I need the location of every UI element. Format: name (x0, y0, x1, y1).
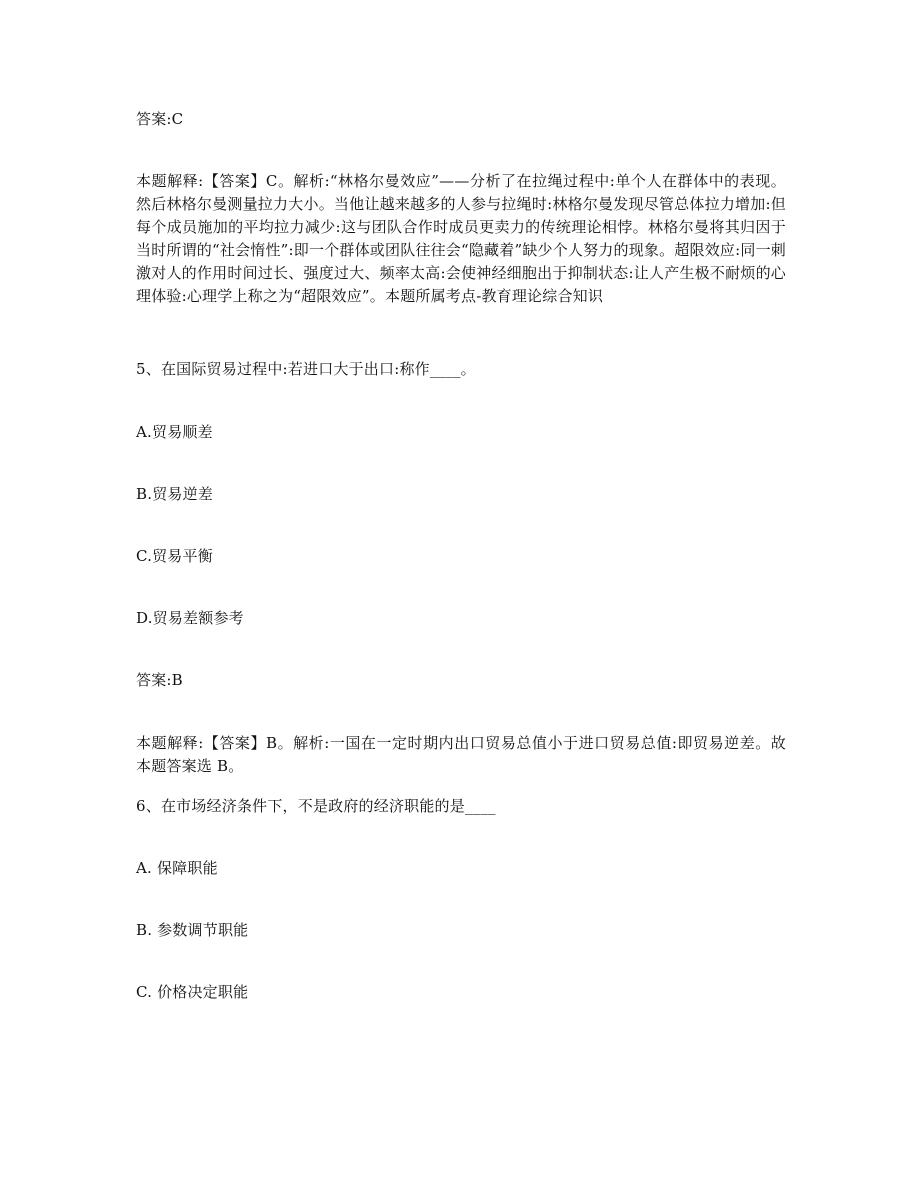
q6-option-b: B. 参数调节职能 (136, 921, 249, 939)
q5-option-c: C.贸易平衡 (136, 547, 213, 565)
q5-option-d: D.贸易差额参考 (136, 609, 244, 627)
q5-explanation: 本题解释:【答案】B。解析:一国在一定时期内出口贸易总值小于进口贸易总值:即贸易逆差。故本题答案选 B。 (136, 734, 786, 775)
q5-option-b: B.贸易逆差 (136, 485, 213, 503)
q5-answer: 答案:B (136, 671, 183, 689)
q5-option-a: A.贸易顺差 (136, 423, 213, 441)
q4-explanation: 本题解释:【答案】C。解析:“林格尔曼效应”——分析了在拉绳过程中:单个人在群体中的表现。然后林格尔曼测量拉力大小。当他让越来越多的人参与拉绳时:林格尔曼发现尽管总体拉力增加:但每个成员施加的平均拉力减少:这与团队合作时成员更卖力的传统理论相悖。林格尔曼将其归因于当时所谓的“社会惰性”:即一个群体或团队往往会“隐藏着”缺少个人努力的现象。超限效应:同一刺激对人的作用时间过长、强度过大、频率太高:会使神经细胞出于抑制状态:让人产生极不耐烦的心理体验:心理学上称之为“超限效应”。本题所属考点-教育理论综合知识 (136, 172, 786, 305)
q5-question: 5、在国际贸易过程中:若进口大于出口:称作____。 (136, 360, 476, 378)
q4-answer: 答案:C (136, 110, 184, 128)
q6-question: 6、在市场经济条件下，不是政府的经济职能的是____ (136, 797, 496, 815)
q6-option-c: C. 价格决定职能 (136, 983, 249, 1001)
q6-option-a: A. 保障职能 (136, 859, 218, 877)
